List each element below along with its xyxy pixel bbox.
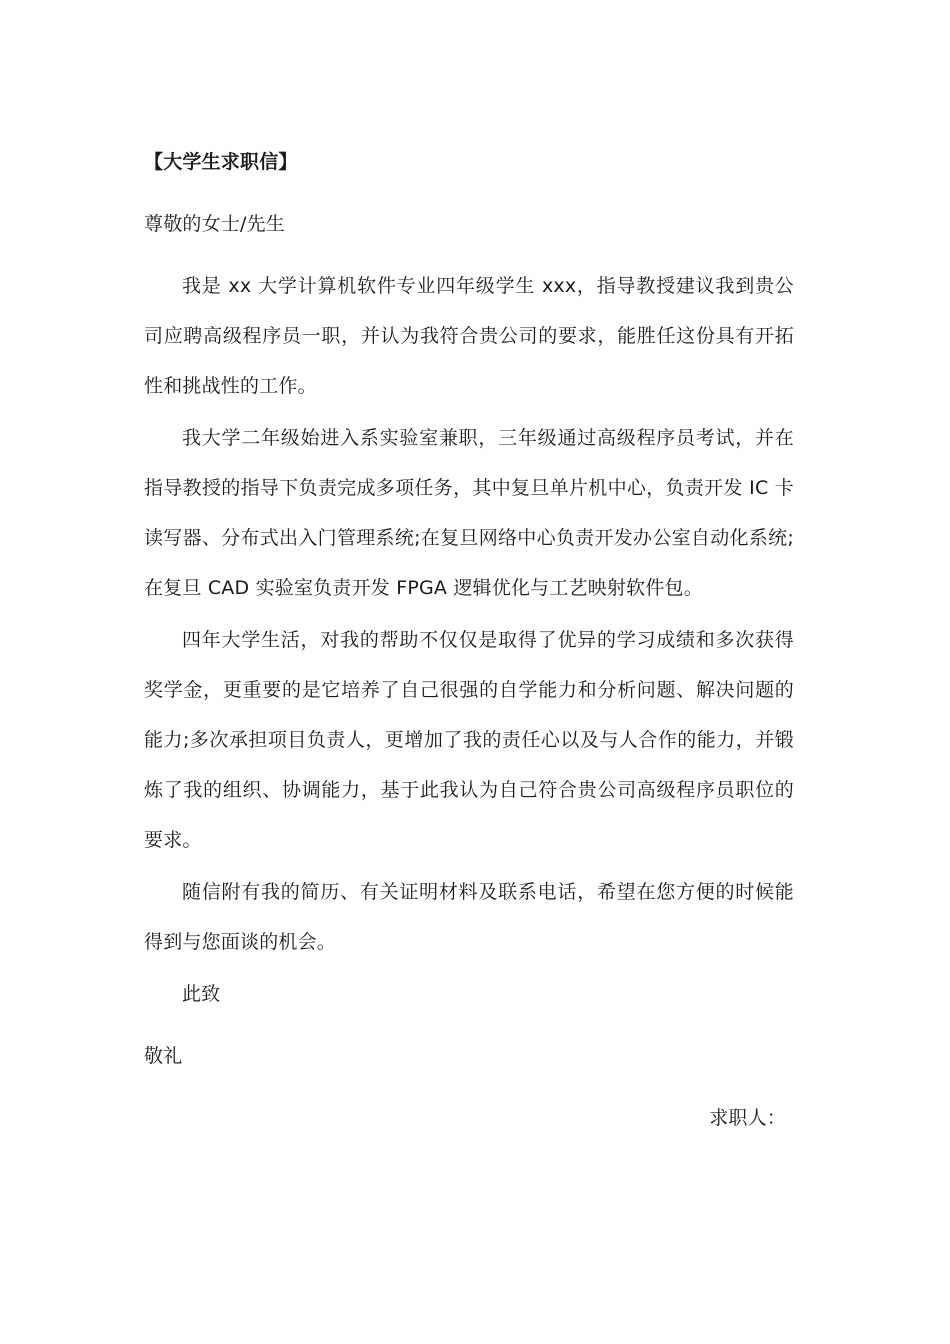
signature-line: 求职人： (709, 1107, 786, 1129)
closing: 此致 (182, 983, 221, 1005)
paragraph-experience: 我大学二年级始进入系实验室兼职，三年级通过高级程序员考试，并在指导教授的指导下负责完成多项任务，其中复旦单片机中心，负责开发 IC 卡读写器、分布式出入门管理系统;在复旦网络中心负责开发办公室自动化系统;在复旦 CAD 实验室负责开发 FPGA 逻辑优化与工艺映射软件包。 (144, 427, 794, 599)
letter-title: 【大学生求职信】 (144, 151, 298, 173)
paragraph-intro: 我是 xx 大学计算机软件专业四年级学生 xxx，指导教授建议我到贵公司应聘高级程序员一职，并认为我符合贵公司的要求，能胜任这份具有开拓性和挑战性的工作。 (144, 275, 794, 397)
paragraph-abilities: 四年大学生活，对我的帮助不仅仅是取得了优异的学习成绩和多次获得奖学金，更重要的是它培养了自己很强的自学能力和分析问题、解决问题的能力;多次承担项目负责人，更增加了我的责任心以及与人合作的能力，并锻炼了我的组织、协调能力，基于此我认为自己符合贵公司高级程序员职位的要求。 (144, 629, 794, 851)
paragraph-attachments: 随信附有我的简历、有关证明材料及联系电话，希望在您方便的时候能得到与您面谈的机会。 (144, 881, 794, 953)
regards: 敬礼 (144, 1045, 183, 1067)
salutation: 尊敬的女士/先生 (144, 213, 286, 235)
letter-body (144, 146, 794, 1134)
